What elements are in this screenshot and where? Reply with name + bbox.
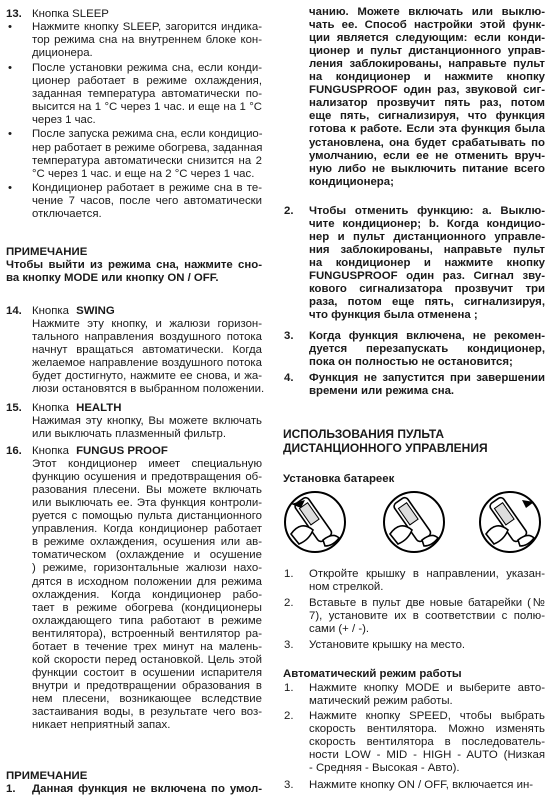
bullet-text-line: Кондиционер работает в режиме сна в те- xyxy=(32,182,262,195)
item-text-line: Этот кондиционер имеет специальную xyxy=(32,458,262,471)
note-text-line: FUNGUSPROOF один раз, звуковой сиг- xyxy=(309,84,545,97)
note-text-line: нализатор прозвучит пять раз, потом xyxy=(309,97,545,110)
step-text-line: ном стрелкой. xyxy=(309,581,384,594)
item-heading: Кнопка SLEEP xyxy=(32,8,109,20)
section-title: ДИСТАНЦИОННОГО УПРАВЛЕНИЯ xyxy=(283,441,488,455)
item-number: 14. xyxy=(6,305,22,317)
item-text-line: дятся в исходном положении для режима xyxy=(32,575,262,588)
remote-open-cover-icon xyxy=(283,490,347,554)
bullet-text-line: После установки режима сна, если конди- xyxy=(32,61,262,74)
item-text-line: охлаждения. Когда кондиционер рабо- xyxy=(32,588,262,601)
item-text-line: функцию осушения и предотвращения об- xyxy=(32,471,262,484)
item-text-line: ботает в течение трех минут на малень- xyxy=(32,640,262,653)
item-text-line: в режиме охлаждения, осушения или ав- xyxy=(32,536,262,549)
step-number: 2. xyxy=(284,710,294,722)
bullet-text-line: заданная температура автоматически по- xyxy=(32,87,262,100)
item-heading-prefix: Кнопка xyxy=(32,445,69,457)
note-text-line: FUNGUSPROOF один раз. Сигнал зву- xyxy=(309,270,545,283)
item-text-line: тального направления воздушного потока xyxy=(32,331,262,344)
note-text-line: кондиционера; xyxy=(309,175,394,188)
step-text-line: сами (+ / -). xyxy=(309,623,370,636)
item-text-line: Нажмите эту кнопку, и жалюзи горизон- xyxy=(32,318,262,331)
item-text-line: функции состоит в осушении испарителя xyxy=(32,666,262,679)
note-text-line: времени или режима сна. xyxy=(309,385,455,398)
step-text-line: Нажмите кнопку MODE и выберите авто- xyxy=(309,682,545,694)
note-text-line: еще пять, сигнализируя, что функция xyxy=(309,110,545,123)
bullet-text-line: ционер работает в режиме охлаждения, xyxy=(32,74,262,87)
bullet-text-line: тор режима сна на внутреннем блоке кон- xyxy=(32,34,262,47)
step-text-line: 7), установите их в соответствии с полю- xyxy=(309,610,545,623)
note-item-number: 1. xyxy=(6,783,16,795)
note-text-line: на кондиционер и нажмите кнопку xyxy=(309,257,545,270)
step-number: 1. xyxy=(284,568,294,580)
note-title: ПРИМЕЧАНИЕ xyxy=(6,770,88,782)
subsection-title: Автоматический режим работы xyxy=(283,668,462,680)
item-text-line: люзи остановятся в выбранном положении. xyxy=(32,383,265,396)
remote-insert-battery-icon xyxy=(382,490,446,554)
note-text-line: ции является следующим: если конди- xyxy=(309,32,545,45)
step-text-line: скорость вентилятора. Можно изменять xyxy=(309,723,545,736)
step-number: 3. xyxy=(284,779,294,791)
item-text-line: начнут вращаться автоматически. Когда xyxy=(32,344,262,357)
subsection-title: Установка батареек xyxy=(283,473,395,485)
bullet-text-line: высится на 1 °C через 1 час. и еще на 1 °C xyxy=(32,100,262,113)
bullet-text-line: через 1 час. xyxy=(32,113,96,126)
bullet-text-line: °C через 1 час. и еще на 2 °C через 1 час. xyxy=(32,167,255,180)
bullet-text-line: чение 7 часов, после чего автоматически xyxy=(32,195,262,208)
note-text-line: кового сигнализатора прозвучит три xyxy=(309,283,545,296)
step-text-line: Установите крышку на место. xyxy=(309,639,466,651)
note-item-number: 2. xyxy=(284,205,294,217)
note-text-line: нер и пульт дистанционного управле- xyxy=(309,231,545,244)
item-number: 13. xyxy=(6,8,22,20)
note-text-line: Чтобы выйти из режима сна, нажмите сно- xyxy=(6,259,262,272)
bullet-text-line: Нажмите кнопку SLEEP, загорится индика- xyxy=(32,21,262,34)
item-text-line: Нажимая эту кнопку, Вы можете включать xyxy=(32,415,262,428)
bullet-marker: • xyxy=(8,182,12,195)
note-text-line: пока он полностью не остановится; xyxy=(309,356,513,369)
bullet-marker: • xyxy=(8,21,12,34)
item-text-line: нем плесени, возникающее вследствие xyxy=(32,692,262,705)
bullet-marker: • xyxy=(8,128,12,141)
bullet-text-line: После запуска режима сна, если кондицио- xyxy=(32,128,263,141)
bullet-text-line: температура автоматически снизится на 2 xyxy=(32,154,262,167)
item-heading-name: SWING xyxy=(76,305,115,317)
item-heading-prefix: Кнопка xyxy=(32,402,69,414)
item-text-line: кой скорости перед остановкой. Цель этой xyxy=(32,653,262,666)
step-number: 1. xyxy=(284,682,294,694)
item-text-line: ) режиме, горизонтальные жалюзи нахо- xyxy=(32,562,262,575)
step-text-line: скорость вентилятора в последователь- xyxy=(309,736,545,749)
item-text-line: никает неприятный запах. xyxy=(32,719,171,732)
item-text-line: разования плесени. Вы можете включать xyxy=(32,484,262,497)
item-heading-name: HEALTH xyxy=(76,402,122,414)
note-text-line: ную либо не выключить питание всего xyxy=(309,162,545,175)
item-text-line: желаемое направление воздушного потока xyxy=(32,357,262,370)
step-text-line: - Средняя - Высокая - Авто). xyxy=(309,762,460,775)
step-text-line: Нажмите кнопку ON / OFF, включается ин- xyxy=(309,779,534,791)
step-text-line: ности LOW - MID - HIGH - AUTO (Низкая xyxy=(309,749,545,762)
note-text-line: ционер и пульт дистанционного управ- xyxy=(309,45,545,58)
bullet-marker: • xyxy=(8,61,12,74)
step-text-line: Нажмите кнопку SPEED, чтобы выбрать xyxy=(309,710,545,722)
note-text-line: на кондиционер и нажмите кнопку xyxy=(309,71,545,84)
step-text-line: Откройте крышку в направлении, указан- xyxy=(309,568,545,580)
item-text-line: застаивания воды, в результате чего воз- xyxy=(32,706,262,718)
step-number: 2. xyxy=(284,597,294,609)
item-text-line: будет достигнуто, нажмите ее снова, и жа- xyxy=(32,370,262,383)
item-text-line: томатическом (охлаждение и осушение xyxy=(32,549,262,562)
step-text-line: матический режим работы. xyxy=(309,695,453,708)
section-title: ИСПОЛЬЗОВАНИЯ ПУЛЬТА xyxy=(283,427,445,441)
item-text-line: или выключать ее. Эта функция контроли- xyxy=(32,497,262,510)
item-number: 15. xyxy=(6,402,22,414)
note-text-line: ва кнопку MODE или кнопку ON / OFF. xyxy=(6,272,219,285)
note-title: ПРИМЕЧАНИЕ xyxy=(6,246,88,258)
note-text-line: ления заблокированы, направьте пульт xyxy=(309,58,545,71)
item-text-line: руется с помощью пульта дистанционного xyxy=(32,510,262,523)
note-text-line: раза, потом еще пять, сигнализируя, xyxy=(309,296,545,309)
item-number: 16. xyxy=(6,445,22,457)
note-text-line: что функция была отменена ; xyxy=(309,309,478,322)
item-text-line: управления. Когда кондиционер работает xyxy=(32,523,262,536)
step-number: 3. xyxy=(284,639,294,651)
item-text-line: или выключать плазменный фильтр. xyxy=(32,428,227,441)
item-heading-prefix: Кнопка xyxy=(32,305,69,317)
note-text-line: чать ее. Способ настройки этой функ- xyxy=(309,19,545,32)
bullet-text-line: диционера. xyxy=(32,47,93,60)
note-text-line: чите кондиционер; b. Когда кондицио- xyxy=(309,218,545,231)
note-item-number: 3. xyxy=(284,330,294,342)
note-text-line: установлена, она будет срабатывать по xyxy=(309,136,545,149)
remote-close-cover-icon xyxy=(478,490,542,554)
item-heading-name: FUNGUS PROOF xyxy=(76,445,168,457)
bullet-text-line: отключается. xyxy=(32,208,102,221)
note-text-line: Чтобы отменить функцию: a. Выклю- xyxy=(309,205,545,217)
bullet-text-line: нер работает в режиме обогрева, заданная xyxy=(32,141,263,154)
note-text-line: умолчанию, если ее не отменить вруч- xyxy=(309,149,545,162)
note-item-number: 4. xyxy=(284,372,294,384)
note-text-line: Функция не запустится при завершении xyxy=(309,372,545,384)
note-text-line: дуется перезапускать кондиционер, xyxy=(309,343,545,356)
note-text-line: чанию. Можете включать или выклю- xyxy=(309,6,545,18)
item-text-line: тает в режиме обогрева (кондиционеры xyxy=(32,601,262,614)
item-text-line: охлаждающего типа работают в режиме xyxy=(32,614,262,627)
note-text-line: Когда функция включена, не рекомен- xyxy=(309,330,545,342)
step-text-line: Вставьте в пульт две новые батарейки (№ xyxy=(309,597,545,609)
item-text-line: вентилятора), встроенный вентилятор ра- xyxy=(32,627,262,640)
note-text-line: готова к работе. Если эта функция была xyxy=(309,123,545,136)
note-text-line: ния заблокированы, направьте пульт xyxy=(309,244,545,257)
note-item-text: Данная функция не включена по умол- xyxy=(32,783,262,795)
item-text-line: внутри и предотвращении образования в xyxy=(32,679,262,692)
